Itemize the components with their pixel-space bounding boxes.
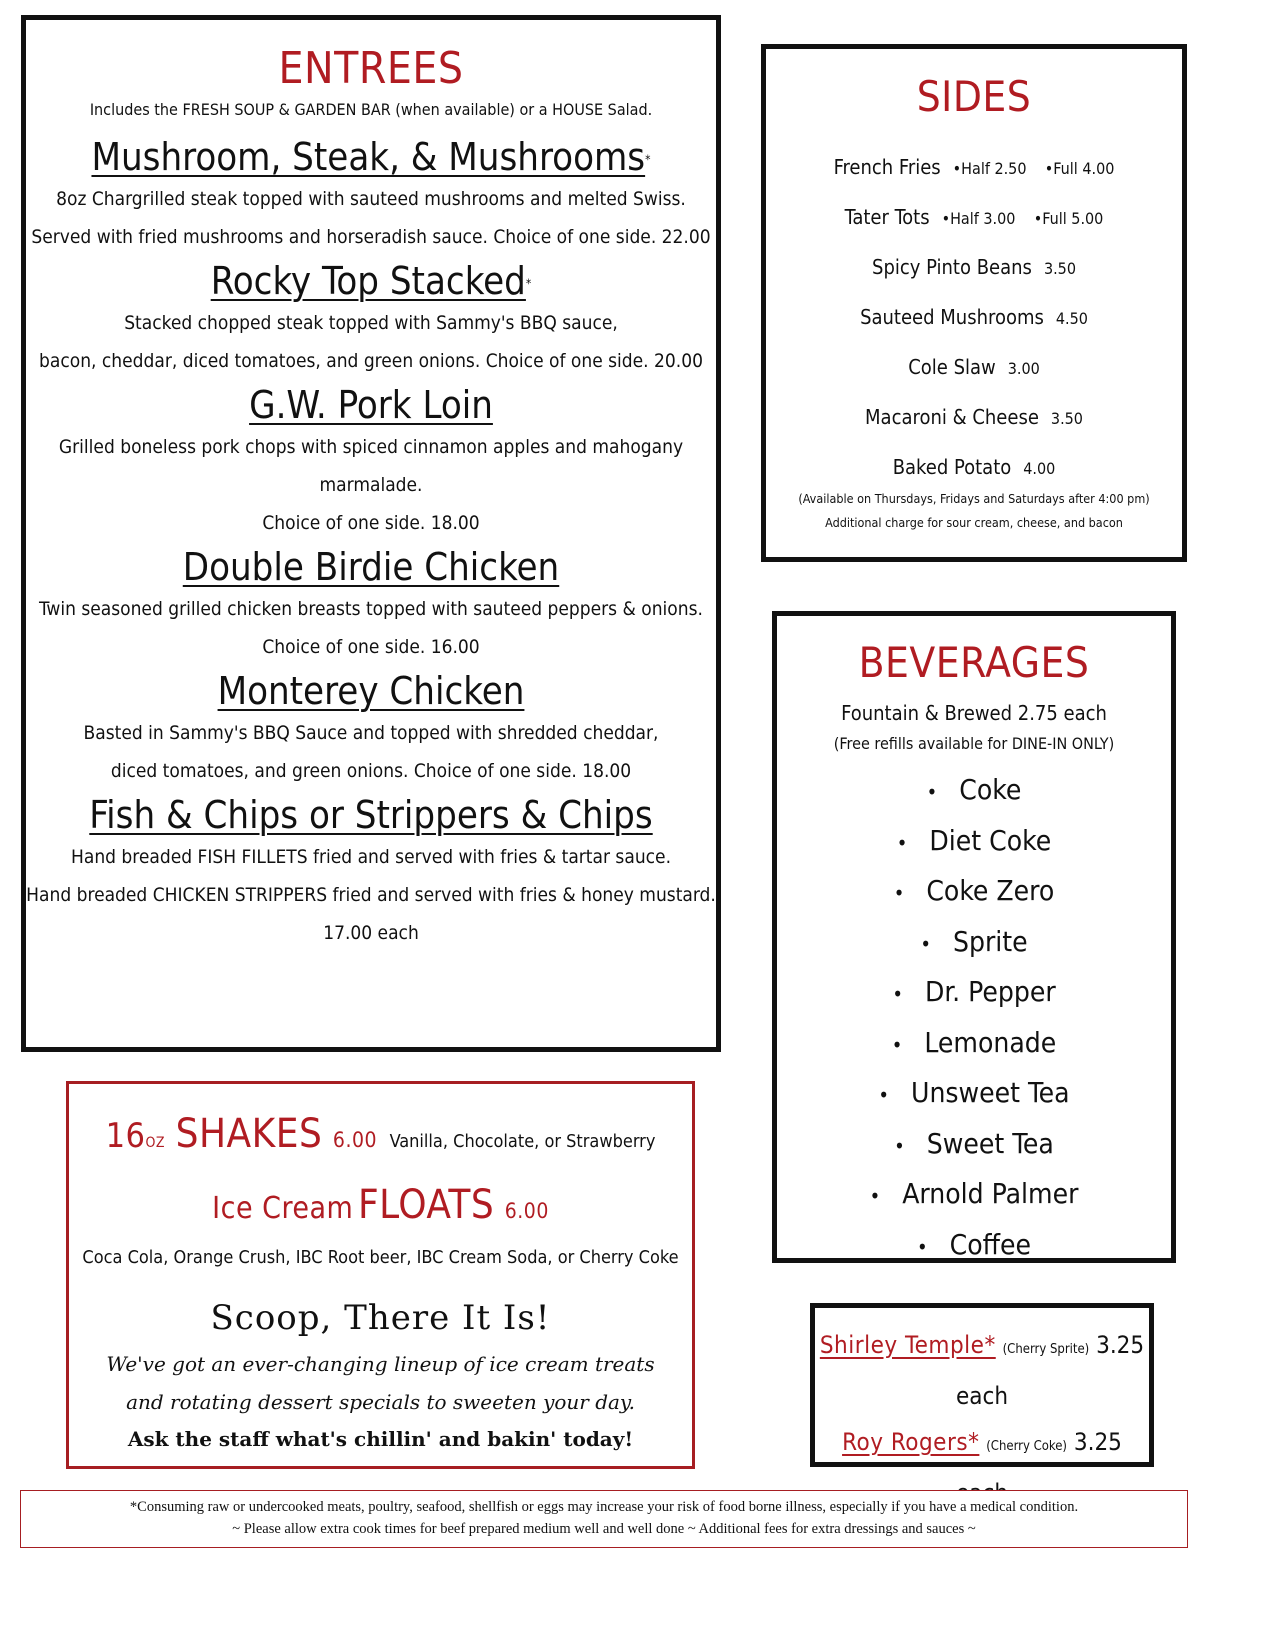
beverage-item <box>777 918 1171 969</box>
bullet-icon: • <box>894 1133 905 1158</box>
entree-description-line: diced tomatoes, and green onions. Choice of one side. 18.00 <box>110 760 632 782</box>
roy-rogers-price: 3.25 <box>1073 1428 1122 1456</box>
beverage-name: Sweet Tea <box>926 1126 1054 1160</box>
side-price: 3.00 <box>1007 359 1040 378</box>
shirley-temple-row <box>815 1322 1149 1419</box>
side-price: 4.00 <box>1023 459 1056 478</box>
entree-description-line: Hand breaded CHICKEN STRIPPERS fried and served with fries & honey mustard. <box>26 884 716 906</box>
shake-unit: OZ <box>145 1135 166 1151</box>
scoop-line-3: Ask the staff what's chillin' and bakin' today! <box>127 1427 634 1451</box>
entree-item <box>26 134 716 256</box>
entree-description-line: Hand breaded FISH FILLETS fried and served with fries & tartar sauce. <box>70 846 671 868</box>
side-name: French Fries <box>833 155 941 179</box>
beverage-name: Coke Zero <box>926 874 1055 907</box>
entrees-panel <box>21 15 721 1052</box>
floats-prefix: Ice Cream <box>212 1191 354 1226</box>
entree-description-line: 8oz Chargrilled steak topped with sauteed mushrooms and melted Swiss. <box>56 188 686 210</box>
entree-description-line: Choice of one side. 16.00 <box>262 636 480 658</box>
floats-price: 6.00 <box>504 1199 549 1223</box>
beverage-item <box>777 766 1171 817</box>
bullet-icon: • <box>878 1083 890 1107</box>
bullet-icon: • <box>917 1234 928 1259</box>
bullet-icon: • <box>920 931 931 956</box>
side-price: 3.50 <box>1043 259 1076 278</box>
scoop-line-2: and rotating dessert specials to sweeten your day. <box>126 1390 635 1414</box>
entree-name: Double Birdie Chicken <box>182 545 560 589</box>
entree-list <box>26 134 716 952</box>
side-item <box>766 393 1182 443</box>
beverage-name: Sprite <box>952 924 1028 958</box>
desserts-panel <box>66 1081 695 1469</box>
shake-flavors: Vanilla, Chocolate, or Strawberry <box>389 1131 656 1152</box>
entree-description-line: Served with fried mushrooms and horseradish sauce. Choice of one side. 22.00 <box>31 226 711 248</box>
side-item <box>766 243 1182 293</box>
beverage-item <box>777 867 1171 918</box>
beverage-name: Coffee <box>949 1227 1031 1261</box>
entree-item <box>26 382 716 542</box>
bullet-icon: • <box>893 881 905 905</box>
beverage-list <box>777 766 1171 1271</box>
shake-size: 16 <box>105 1116 146 1156</box>
side-name: Tater Tots <box>844 205 930 229</box>
side-item <box>766 193 1182 243</box>
side-name: Sauteed Mushrooms <box>860 305 1044 329</box>
entree-item <box>26 544 716 666</box>
entree-description-line: bacon, cheddar, diced tomatoes, and green onions. Choice of one side. 20.00 <box>39 350 703 372</box>
entree-description-line: 17.00 each <box>323 922 419 944</box>
entrees-subtitle: Includes the FRESH SOUP & GARDEN BAR (when available) or a HOUSE Salad. <box>89 100 653 119</box>
shirley-temple-note: (Cherry Sprite) <box>1002 1342 1090 1357</box>
beverages-title: BEVERAGES <box>858 638 1090 687</box>
side-name: Baked Potato <box>892 455 1012 479</box>
beverage-name: Coke <box>959 773 1022 806</box>
footer-disclaimer <box>20 1490 1188 1548</box>
entree-description-line: Choice of one side. 18.00 <box>262 512 480 534</box>
shirley-temple-price: 3.25 each <box>955 1331 1145 1410</box>
side-item <box>766 293 1182 343</box>
cooking-notes: ~ Please allow extra cook times for beef prepared medium well and well done ~ Additional fees for extra dressings and sauces ~ <box>232 1521 976 1537</box>
floats-title: FLOATS <box>357 1182 495 1228</box>
beverage-item <box>777 968 1171 1019</box>
side-name: Spicy Pinto Beans <box>872 255 1032 279</box>
side-price: •Half 2.50 •Full 4.00 <box>952 159 1115 178</box>
shakes-row <box>69 1106 692 1171</box>
beverage-item <box>777 1069 1171 1120</box>
entree-name: Fish & Chips or Strippers & Chips <box>89 793 653 837</box>
bullet-icon: • <box>926 780 938 804</box>
roy-rogers-name: Roy Rogers* <box>842 1428 980 1456</box>
entree-name: Rocky Top Stacked <box>210 259 526 303</box>
bullet-icon: • <box>892 982 903 1006</box>
sides-list <box>766 143 1182 493</box>
sides-note-charge: Additional charge for sour cream, cheese, and bacon <box>825 515 1123 530</box>
side-item <box>766 143 1182 193</box>
beverages-line1: Fountain & Brewed 2.75 each <box>841 701 1107 725</box>
beverage-item <box>777 1170 1171 1221</box>
beverage-name: Lemonade <box>924 1025 1057 1059</box>
beverage-name: Arnold Palmer <box>902 1177 1079 1210</box>
scoop-line-1: We've got an ever-changing lineup of ice cream treats <box>106 1352 655 1376</box>
entrees-title: ENTREES <box>278 43 464 94</box>
roy-rogers-note: (Cherry Coke) <box>986 1439 1067 1454</box>
entree-name: Mushroom, Steak, & Mushrooms <box>91 135 646 179</box>
bullet-icon: • <box>896 830 908 855</box>
bullet-icon: • <box>891 1032 903 1057</box>
entree-name: G.W. Pork Loin <box>249 383 493 427</box>
side-name: Macaroni & Cheese <box>865 405 1039 429</box>
beverages-panel <box>772 611 1176 1263</box>
sides-title: SIDES <box>916 72 1032 121</box>
shakes-title: SHAKES <box>175 1111 323 1157</box>
entree-asterisk: * <box>525 276 532 291</box>
beverage-item <box>777 1221 1171 1272</box>
entree-description-line: Grilled boneless pork chops with spiced cinnamon apples and mahogany marmalade. <box>58 436 684 496</box>
specialty-drinks-panel <box>810 1303 1154 1467</box>
sides-panel <box>761 44 1187 562</box>
entree-item <box>26 792 716 952</box>
side-item <box>766 443 1182 493</box>
floats-row <box>69 1175 692 1243</box>
entree-asterisk: * <box>645 152 651 167</box>
shakes-price: 6.00 <box>332 1128 377 1152</box>
food-safety-warning: *Consuming raw or undercooked meats, poultry, seafood, shellfish or eggs may increase your risk of food borne illness, especially if you have a medical condition. <box>129 1499 1079 1515</box>
side-name: Cole Slaw <box>908 355 996 379</box>
beverage-item <box>777 1019 1171 1070</box>
entree-item <box>26 668 716 790</box>
scoop-title: Scoop, There It Is! <box>210 1298 551 1338</box>
shirley-temple-name: Shirley Temple* <box>819 1331 996 1359</box>
beverage-item <box>777 1120 1171 1171</box>
entree-description-line: Basted in Sammy's BBQ Sauce and topped with shredded cheddar, <box>83 722 659 744</box>
side-item <box>766 343 1182 393</box>
entree-description-line: Stacked chopped steak topped with Sammy's BBQ sauce, <box>124 312 618 334</box>
sides-note-availability: (Available on Thursdays, Fridays and Saturdays after 4:00 pm) <box>798 491 1150 506</box>
beverage-name: Dr. Pepper <box>924 975 1056 1008</box>
float-flavors: Coca Cola, Orange Crush, IBC Root beer, IBC Cream Soda, or Cherry Coke <box>82 1247 679 1268</box>
side-price: 4.50 <box>1055 309 1088 328</box>
beverage-name: Diet Coke <box>929 823 1052 857</box>
beverage-item <box>777 817 1171 868</box>
bullet-icon: • <box>869 1184 881 1208</box>
entree-item <box>26 258 716 380</box>
entree-name: Monterey Chicken <box>217 669 525 713</box>
beverage-name: Unsweet Tea <box>911 1076 1070 1109</box>
side-price: •Half 3.00 •Full 5.00 <box>941 209 1104 228</box>
side-price: 3.50 <box>1050 409 1083 428</box>
entree-description-line: Twin seasoned grilled chicken breasts topped with sauteed peppers & onions. <box>39 598 703 620</box>
beverages-line2: (Free refills available for DINE-IN ONLY) <box>833 734 1115 753</box>
